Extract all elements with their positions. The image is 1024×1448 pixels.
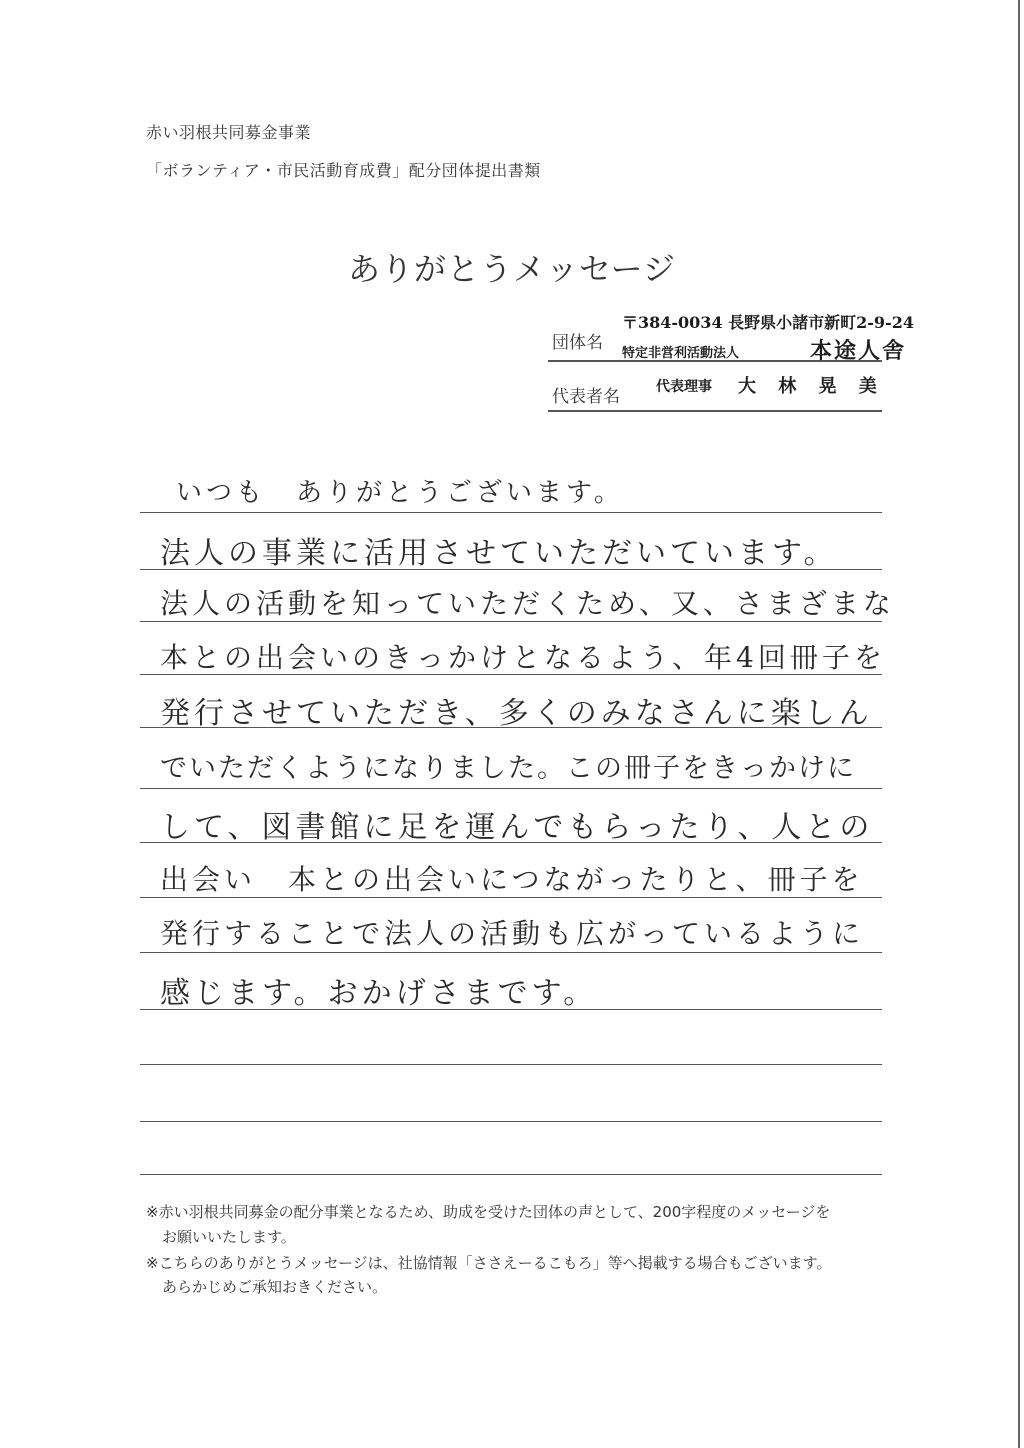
footnote-2: ※こちらのありがとうメッセージは、社協情報「ささえーるこもろ」等へ掲載する場合もございます。 [146, 1254, 832, 1272]
message-line: いつも ありがとうございます。 [176, 478, 624, 508]
message-line: 感じます。おかげさまです。 [160, 976, 598, 1011]
footnote-1-cont: お願いいたします。 [162, 1228, 296, 1246]
footnote-2-cont: あらかじめご承知おきください。 [162, 1278, 388, 1296]
document-type: 「ボランティア・市民活動育成費」配分団体提出書類 [146, 161, 541, 180]
ruled-line [140, 512, 882, 513]
message-line: して、図書館に足を運んでもらったり、人との [160, 810, 874, 845]
program-name: 赤い羽根共同募金事業 [146, 123, 312, 142]
org-name-stamp: 本途人舎 [810, 338, 907, 364]
message-line: 発行させていただき、多くのみなさんに楽しん [160, 696, 873, 731]
message-line: でいただくようになりました。この冊子をきっかけに [160, 753, 856, 784]
ruled-line [140, 1174, 882, 1175]
message-line: 法人の活動を知っていただくため、又、さまざまな [160, 587, 895, 620]
message-line: 本との出会いのきっかけとなるよう、年4回冊子を [160, 641, 886, 674]
ruled-line [140, 1064, 882, 1065]
ruled-line [140, 788, 882, 789]
message-line: 発行することで法人の活動も広がっているように [160, 917, 865, 950]
representative-title-stamp: 代表理事 [656, 379, 712, 395]
ruled-line [140, 952, 882, 953]
org-name-label: 団体名 [552, 333, 603, 353]
page-title: ありがとうメッセージ [347, 250, 677, 288]
page-border [1018, 0, 1020, 1448]
organization-block [548, 300, 914, 412]
representative-row [548, 362, 885, 412]
message-line: 出会い 本との出会いにつながったりと、冊子を [160, 863, 864, 896]
org-address-stamp: 〒384-0034 長野県小諸市新町2-9-24 [622, 313, 914, 332]
ruled-line [140, 1121, 882, 1122]
representative-label: 代表者名 [552, 387, 620, 407]
footnote-1: ※赤い羽根共同募金の配分事業となるため、助成を受けた団体の声として、200字程度のメッセージを [146, 1203, 831, 1221]
org-name-row [548, 300, 914, 364]
org-type-stamp: 特定非営利活動法人 [622, 346, 740, 361]
representative-name-stamp: 大 林 晃 美 [738, 376, 885, 397]
message-line: 法人の事業に活用させていただいています。 [160, 536, 838, 571]
